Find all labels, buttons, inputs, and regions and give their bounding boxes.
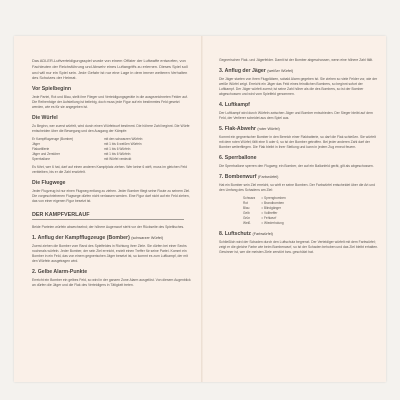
numbered-heading: [219, 68, 379, 75]
heading-text: 5. Flak-Abwehr: [219, 126, 256, 132]
table-cell: Weiß: [243, 221, 251, 225]
numbered-heading: [219, 174, 379, 181]
table-cell: = Sprengbomben: [261, 196, 286, 200]
paragraph: Die Sperrballone sperren den Flugweg; ein Bomber, der auf ein Ballonfeld gerät, gilt als abgeschossen.: [219, 164, 374, 168]
table-cell: Gelb: [243, 211, 250, 215]
paragraph: Gegnerischen Flak- und Jägerfelder. Damit ist der Bomber abgeschossen, wenn eine höhere Zahl fällt.: [219, 58, 373, 62]
table-cell: mit 1 bis 6 Würfeln: [104, 147, 131, 152]
heading-text: 3. Anflug der Jäger: [219, 68, 266, 74]
table-cell: Blau: [243, 206, 250, 210]
paragraph: Die Jäger starten von ihren Flugplätzen, sobald Alarm gegeben ist. Sie ziehen so viele Felder vor, wie der weiße Würfel zeigt. Erreicht ein Jäger das Feld eines feindlichen Bombers, so beginnt sofort der Luftkampf. Der Jäger würfelt zuerst; ist seine Zahl höher als die des Bombers, so ist der Bomber abgeschossen und wird vom Spielfeld genommen.: [219, 77, 378, 96]
dice-table: [32, 137, 192, 162]
page-fold: [201, 36, 203, 382]
paragraph: Jede Partei, Rot und Blau, stellt ihre Flieger und Verteidigungsgeräte in die ausgezeichneten Felder auf. Die Reihenfolge der Aufstellung ist beliebig, doch muss jede Figur auf ein bestimmtes Feld gesetzt werden, wie es für sie angegeben ist.: [32, 95, 188, 110]
right-column: [219, 58, 379, 258]
table-cell: Rot: [243, 201, 248, 205]
heading-sub: (roter Würfel): [257, 127, 280, 131]
table-cell: mit den schwarzen Würfeln: [104, 137, 143, 142]
intro-text: Das ADLER-Luftverteidigungsspiel wurde von einem Offizier der Luftwaffe entworfen, von Fachleuten der Reichsführung und Abwehr eines Luftangriffs zu erlernen. Dieses Spiel soll und will nur ein Spiel sein. Jede Gefahr ist nur eine Lage in dem immer weiteren Verhalten des Schutzes der Heimat.: [32, 58, 188, 81]
chapter-heading: DER KAMPFVERLAUF: [32, 212, 90, 219]
paragraph: Erreicht ein Bomber ein gelbes Feld, so wird in der ganzen Zone Alarm ausgelöst. Von diesem Augenblick an dürfen die Jäger und die Flak des Verteidigers in Tätigkeit treten.: [32, 278, 191, 288]
paragraph: Zu Beginn, wer zuerst würfelt, wird durch einen Würfelwurf bestimmt. Die höhere Zahl beginnt. Die Würfe entscheiden über die Bewegung und den Ausgang der Kämpfe:: [32, 124, 190, 134]
paragraph: Beide Parteien würfeln abwechselnd; der höhere Augenwurf steht vor der Rückseite des Spieltisches.: [32, 225, 185, 230]
paragraph: Zuerst ziehen die Bomber vom Rand des Spielfeldes in Richtung ihrer Ziele. Sie dürfen bei einer Sechs nochmals würfeln. Jeder Bomber, der sein Ziel erreicht, erzielt einen Treffer für seine Partei. Kommt ein Bomber in ein Feld, das von einem gegnerischen Jäger besetzt ist, so kommt es zum Luftkampf, der mit den Würfeln ausgetragen wird.: [32, 244, 188, 264]
numbered-heading: [219, 102, 379, 109]
heading-text: 1. Anflug der Kampfflugzeuge (Bomber): [32, 235, 130, 242]
paragraph: Der Luftkampf wird durch Würfeln zwischen Jäger und Bomber entschieden. Der Sieger bleibt auf dem Feld, der Verlierer scheidet aus dem Spiel aus.: [219, 111, 373, 120]
table-cell: mit 1 bis 6 weißen Würfeln: [104, 142, 142, 147]
table-cell: = Volltreffer: [261, 211, 278, 215]
paragraph: Hat ein Bomber sein Ziel erreicht, so wirft er seine Bomben. Der Farbwürfel entscheidet über die Art und den Umfang des Schadens am Ziel:: [219, 183, 376, 192]
heading-sub: (Farbwürfel): [257, 175, 279, 179]
numbered-heading: [219, 155, 379, 162]
heading-sub: (schwarzer Würfel): [131, 236, 164, 241]
paragraph: Schließlich wird der Schaden durch den Luftschutz begrenzt. Der Verteidiger würfelt mit dem Farbwürfel; zeigt er die gleiche Farbe wie beim Bombenwurf, so ist der Schaden behoben und das Ziel bleibt erhalten. Gewinner ist, wer die meisten Ziele zerstört bzw. geschützt hat.: [219, 240, 379, 254]
left-column: [32, 58, 192, 291]
table-cell: Jäger und Zerstörer: [32, 152, 60, 157]
numbered-heading: [219, 126, 379, 133]
divider: [32, 219, 184, 220]
table-cell: Grün: [243, 216, 251, 220]
paragraph: Jeder Flugzeug ist nur einen Flugweg entlang zu ziehen. Jeder Bomber fliegt seine Route zu seinem Ziel. Die vorgeschriebenen Flugwege dürfen nicht verlassen werden. Eine Figur darf nicht auf ein Feld ziehen, das von einer eigenen Figur besetzt ist.: [32, 189, 191, 204]
table-cell: mit Würfel verdeckt: [104, 157, 132, 162]
paragraph: Kommt ein gegnerischer Bomber in den Bereich einer Flakbatterie, so darf die Flak schießen. Sie würfelt mit dem roten Würfel; fällt eine 5 oder 6, so ist der Bomber getroffen. Bei jeder anderen Zahl darf der Bomber weiterfliegen. Die Flak bleibt in ihrer Stellung und kann in jedem Zug erneut feuern.: [219, 135, 376, 149]
table-cell: Er Kampfflugzeuge (Bomber): [32, 137, 74, 142]
heading-text: 7. Bombenwurf: [219, 174, 257, 180]
table-cell: = Blindgänger: [261, 206, 281, 210]
section-heading: Vor Spielbeginn: [32, 86, 72, 93]
table-cell: Flakartillerie: [32, 147, 50, 152]
section-heading: Die Flugwege: [32, 180, 66, 187]
heading-sub: (Farbwürfel): [252, 232, 273, 236]
heading-text: 8. Luftschutz: [219, 231, 251, 237]
numbered-heading: [219, 231, 379, 238]
section-heading: Die Würfel: [32, 115, 58, 122]
color-scale-table: [243, 196, 292, 226]
table-cell: = Fehlwurf: [261, 216, 277, 220]
numbered-heading: [32, 269, 192, 276]
table-cell: mit 1 bis 6 Würfeln: [104, 152, 131, 157]
heading-text: 2. Gelbe Alarm-Punkte: [32, 269, 88, 276]
paragraph: Es führt, wer 6 hat, darf auf einen anderen Kampfplatz ziehen. Wer keine 6 wirft, muss im gleichen Feld verbleiben, bis er die Zahl erwürfelt.: [32, 165, 188, 175]
table-cell: Jäger: [32, 142, 40, 147]
heading-text: 4. Luftkampf: [219, 102, 250, 108]
table-cell: Sperrballone: [32, 157, 51, 162]
heading-sub: (weißer Würfel): [267, 69, 294, 73]
numbered-heading: [32, 235, 192, 242]
table-row: [32, 157, 192, 162]
table-cell: = Wiederholung: [261, 221, 284, 225]
heading-text: 6. Sperrballone: [219, 155, 257, 161]
table-cell: Schwarz: [243, 196, 256, 200]
document-page: [14, 36, 386, 382]
table-row: [243, 221, 292, 226]
table-cell: = Brandbomben: [261, 201, 285, 205]
